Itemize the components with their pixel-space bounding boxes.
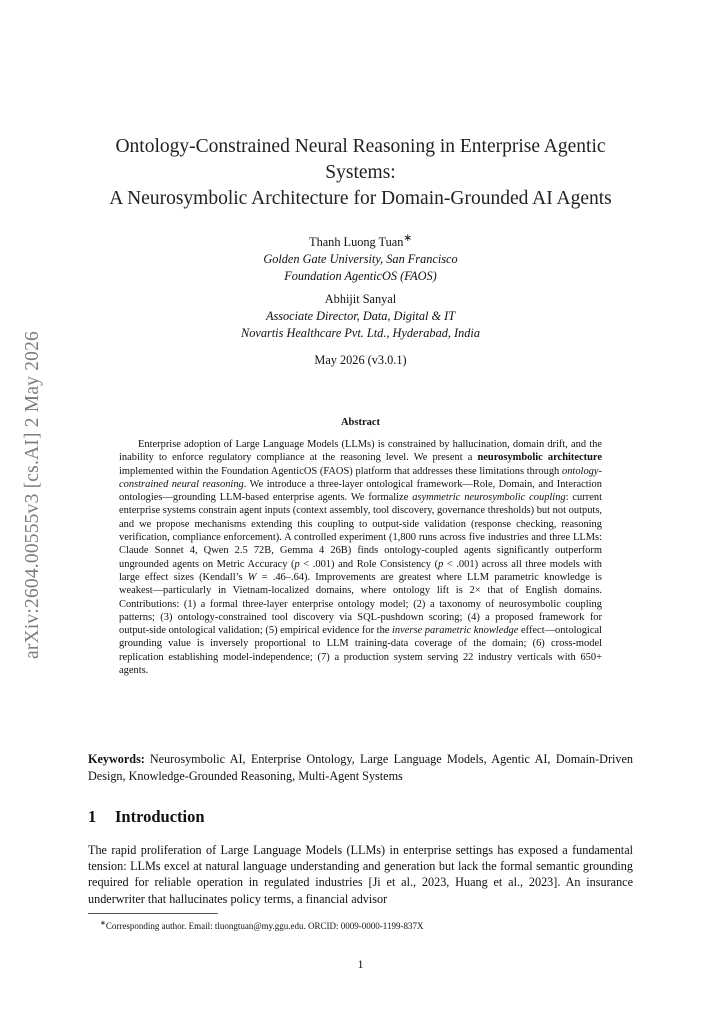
footnote bbox=[88, 918, 633, 932]
page-number: 1 bbox=[357, 957, 364, 971]
author-block bbox=[88, 230, 633, 342]
author-affiliation: Associate Director, Data, Digital & IT bbox=[265, 309, 456, 324]
keywords-text: Neurosymbolic AI, Enterprise Ontology, Large Language Models, Agentic AI, Domain-Driven Design, Knowledge-Grounded Reasoning, Multi-Agent Systems bbox=[88, 752, 633, 783]
arxiv-id: arXiv:2604.00555v3 [cs.AI] 2 May 2026 bbox=[22, 330, 43, 660]
section-title: Introduction bbox=[115, 807, 205, 826]
corresponding-author-marker: ∗ bbox=[403, 233, 412, 244]
section-number: 1 bbox=[88, 807, 97, 826]
footnote-marker: ∗ bbox=[100, 919, 106, 927]
publication-date: May 2026 (v3.0.1) bbox=[314, 353, 407, 367]
author-name: Abhijit Sanyal bbox=[324, 292, 397, 307]
author-affiliation: Novartis Healthcare Pvt. Ltd., Hyderabad, India bbox=[241, 326, 480, 341]
title-line-2: Systems: bbox=[325, 162, 396, 183]
arxiv-stamp bbox=[2, 300, 64, 690]
title-line-1: Ontology-Constrained Neural Reasoning in Enterprise Agentic bbox=[115, 136, 606, 157]
author-affiliation: Foundation AgenticOS (FAOS) bbox=[284, 269, 437, 284]
introduction-paragraph: The rapid proliferation of Large Language Models (LLMs) in enterprise settings has exposed a fundamental tension: LLMs excel at natural language understanding and generation but lack the formal semantic grounding required for reliable operation in regulated industries [Ji et al., 2023, Huang et al., 2023]. An insurance underwriter that hallucinates policy terms, a financial advisor bbox=[88, 843, 633, 906]
title-line-3: A Neurosymbolic Architecture for Domain-Grounded AI Agents bbox=[109, 188, 612, 209]
abstract-heading: Abstract bbox=[340, 417, 381, 428]
keywords-label: Keywords: bbox=[88, 752, 145, 766]
author-affiliation: Golden Gate University, San Francisco bbox=[263, 252, 458, 267]
footnote-text: Corresponding author. Email: tluongtuan@my.ggu.edu. ORCID: 0009-0000-1199-837X bbox=[105, 921, 424, 931]
abstract-body bbox=[119, 438, 602, 677]
keywords bbox=[88, 751, 633, 784]
section-heading bbox=[88, 807, 205, 827]
paper-title bbox=[88, 134, 633, 212]
author-name: Thanh Luong Tuan∗ bbox=[309, 233, 412, 250]
abstract-paragraph: Enterprise adoption of Large Language Models (LLMs) is constrained by hallucination, domain drift, and the inability to enforce regulatory compliance at the reasoning level. We present a neurosymbolic architecture implemented within the Foundation AgenticOS (FAOS) platform that addresses these limitations through ontology-constrained neural reasoning. We introduce a three-layer ontological framework—Role, Domain, and Interaction ontologies—grounding LLM-based enterprise agents. We formalize asymmetric neurosymbolic coupling: current enterprise systems constrain agent inputs (context assembly, tool discovery, governance thresholds) but not outputs, and we propose mechanisms extending this coupling to output-side validation (response checking, reasoning verification, compliance enforcement). A controlled experiment (1,800 runs across five industries and three LLMs: Claude Sonnet 4, Qwen 2.5 72B, Gemma 4 26B) finds ontology-coupled agents significantly outperform ungrounded agents on Metric Accuracy (p < .001) and Role Consistency (p < .001) across all three models with large effect sizes (Kendall’s W = .46–.64). Improvements are greatest where LLM parametric knowledge is weakest—particularly in Vietnam-localized domains, where ontology lift is 2× that of English domains. Contributions: (1) a formal three-layer enterprise ontology model; (2) a taxonomy of neurosymbolic coupling patterns; (3) ontology-constrained tool discovery via SQL-pushdown scoring; (4) a proposed framework for output-side ontological validation; (5) empirical evidence for the inverse parametric knowledge effect—ontological grounding value is inversely proportional to LLM training-data coverage of the domain; (6) cross-model replication establishing model-independence; (7) a production system serving 22 industry verticals with 650+ agents. bbox=[119, 439, 602, 677]
footnote-rule bbox=[88, 913, 218, 914]
